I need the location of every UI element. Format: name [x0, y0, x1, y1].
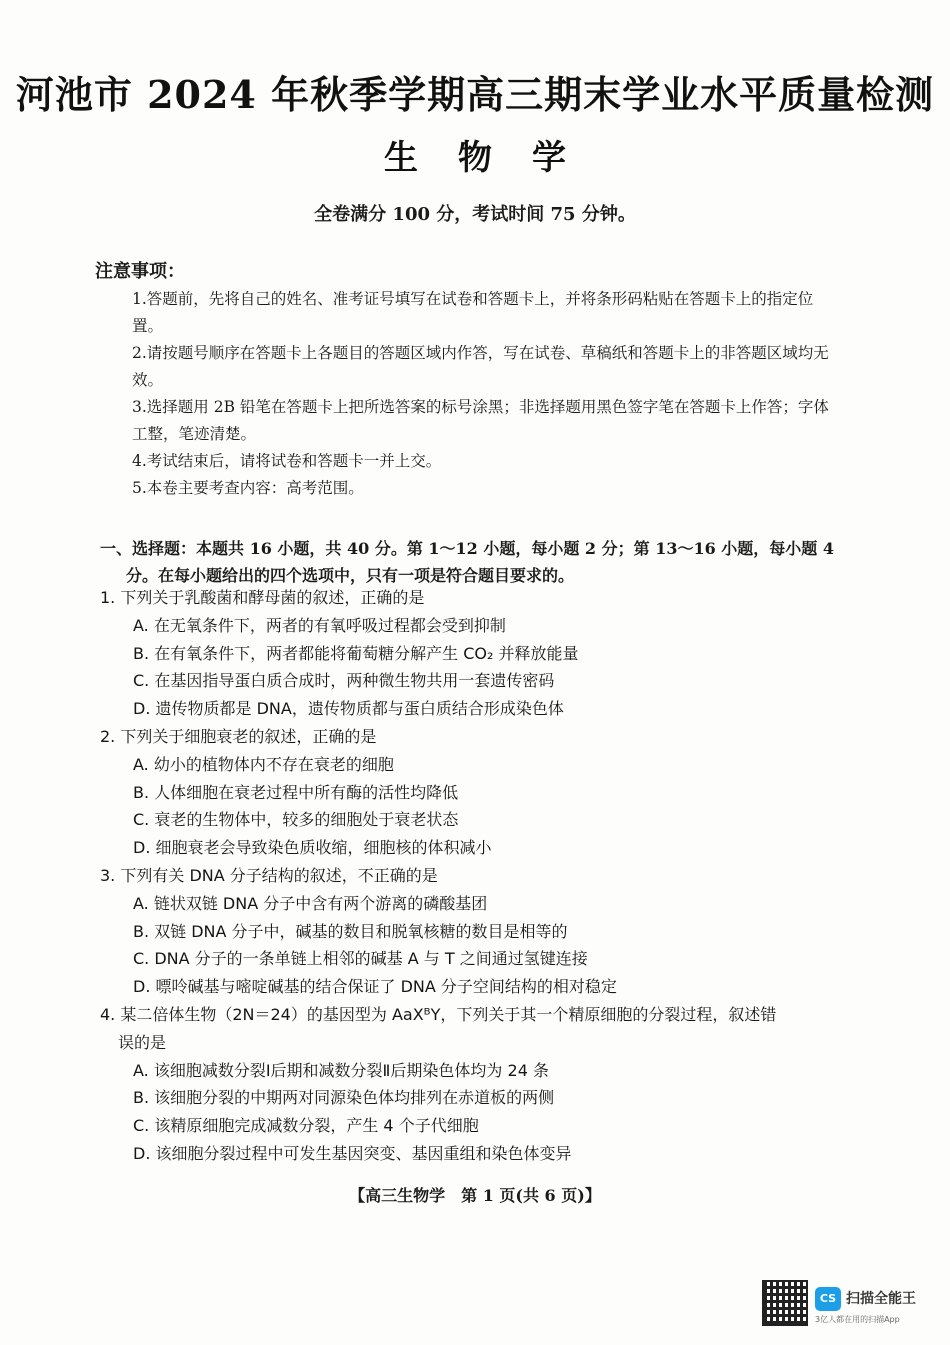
option-a: A. 该细胞减数分裂Ⅰ后期和减数分裂Ⅱ后期染色体均为 24 条	[133, 1060, 549, 1080]
option-d: D. 该细胞分裂过程中可发生基因突变、基因重组和染色体变异	[133, 1143, 572, 1163]
option-a: A. 在无氧条件下，两者的有氧呼吸过程都会受到抑制	[133, 615, 506, 635]
option-a: A. 幼小的植物体内不存在衰老的细胞	[133, 754, 394, 774]
notice-text: 请按题号顺序在答题卡上各题目的答题区域内作答，写在试卷、草稿纸和答题卡上的非答题区域均无效。	[132, 344, 829, 389]
notice-number: 5.	[132, 479, 147, 497]
notice-number: 1.	[132, 290, 147, 308]
notice-item	[132, 475, 842, 502]
option-a: A. 链状双链 DNA 分子中含有两个游离的磷酸基团	[133, 893, 488, 913]
option-c: C. 衰老的生物体中，较多的细胞处于衰老状态	[133, 810, 459, 830]
option-d: D. 细胞衰老会导致染色质收缩，细胞核的体积减小	[133, 838, 492, 858]
option-b: B. 在有氧条件下，两者都能将葡萄糖分解产生 CO₂ 并释放能量	[133, 643, 579, 663]
question-2	[100, 723, 845, 862]
watermark-subtitle: 3亿人都在用的扫描App	[815, 1315, 900, 1324]
notice-item	[132, 286, 842, 340]
page-footer: 【高三生物学 第 1 页(共 6 页)】	[349, 1186, 601, 1205]
exam-info: 全卷满分 100 分，考试时间 75 分钟。	[314, 204, 636, 225]
question-1	[100, 584, 845, 723]
notice-text: 答题前，先将自己的姓名、准考证号填写在试卷和答题卡上，并将条形码粘贴在答题卡上的指定位置。	[132, 290, 814, 335]
option-d: D. 遗传物质都是 DNA，遗传物质都与蛋白质结合形成染色体	[133, 699, 564, 719]
notice-text: 选择题用 2B 铅笔在答题卡上把所选答案的标号涂黑；非选择题用黑色签字笔在答题卡上作答；字体工整，笔迹清楚。	[132, 398, 829, 443]
notice-text: 本卷主要考查内容：高考范围。	[146, 479, 364, 497]
question-stem: 2. 下列关于细胞衰老的叙述，正确的是	[100, 726, 377, 746]
notice-number: 4.	[132, 452, 147, 470]
question-4	[100, 1001, 845, 1168]
watermark-name: 扫描全能王	[846, 1291, 916, 1307]
qr-code-icon	[762, 1280, 808, 1326]
option-b: B. 人体细胞在衰老过程中所有酶的活性均降低	[133, 782, 459, 802]
question-stem: 1. 下列关于乳酸菌和酵母菌的叙述，正确的是	[100, 588, 425, 607]
option-d: D. 嘌呤碱基与嘧啶碱基的结合保证了 DNA 分子空间结构的相对稳定	[133, 977, 617, 997]
section-heading	[100, 535, 845, 589]
option-b: B. 该细胞分裂的中期两对同源染色体均排列在赤道板的两侧	[133, 1088, 555, 1108]
notice-item	[132, 394, 842, 448]
exam-title: 河池市 2024 年秋季学期高三期末学业水平质量检测	[15, 72, 935, 117]
question-stem: 3. 下列有关 DNA 分子结构的叙述，不正确的是	[100, 865, 438, 885]
subject-title: 生物学	[384, 138, 606, 178]
question-stem-cont: 误的是	[118, 1032, 167, 1052]
section-line-2: 分。在每小题给出的四个选项中，只有一项是符合题目要求的。	[126, 566, 575, 585]
question-list	[100, 584, 845, 1168]
notice-item	[132, 340, 842, 394]
notice-text: 考试结束后，请将试卷和答题卡一并上交。	[146, 452, 442, 470]
question-3	[100, 862, 845, 1001]
camscanner-logo-icon: CS	[815, 1287, 841, 1311]
question-stem: 4. 某二倍体生物（2N＝24）的基因型为 AaXᴮY，下列关于其一个精原细胞的分裂过程，叙述错	[100, 1004, 777, 1024]
option-c: C. 在基因指导蛋白质合成时，两种微生物共用一套遗传密码	[133, 671, 555, 691]
notice-title: 注意事项：	[95, 261, 185, 282]
notice-list	[132, 286, 842, 502]
notice-item	[132, 448, 842, 475]
section-line-1: 一、选择题：本题共 16 小题，共 40 分。第 1～12 小题，每小题 2 分；第 13～16 小题，每小题 4	[100, 539, 835, 558]
option-b: B. 双链 DNA 分子中，碱基的数目和脱氧核糖的数目是相等的	[133, 921, 568, 941]
option-c: C. DNA 分子的一条单链上相邻的碱基 A 与 T 之间通过氢键连接	[133, 949, 588, 969]
option-c: C. 该精原细胞完成减数分裂，产生 4 个子代细胞	[133, 1116, 479, 1136]
notice-number: 2.	[132, 344, 147, 362]
notice-number: 3.	[132, 398, 147, 416]
